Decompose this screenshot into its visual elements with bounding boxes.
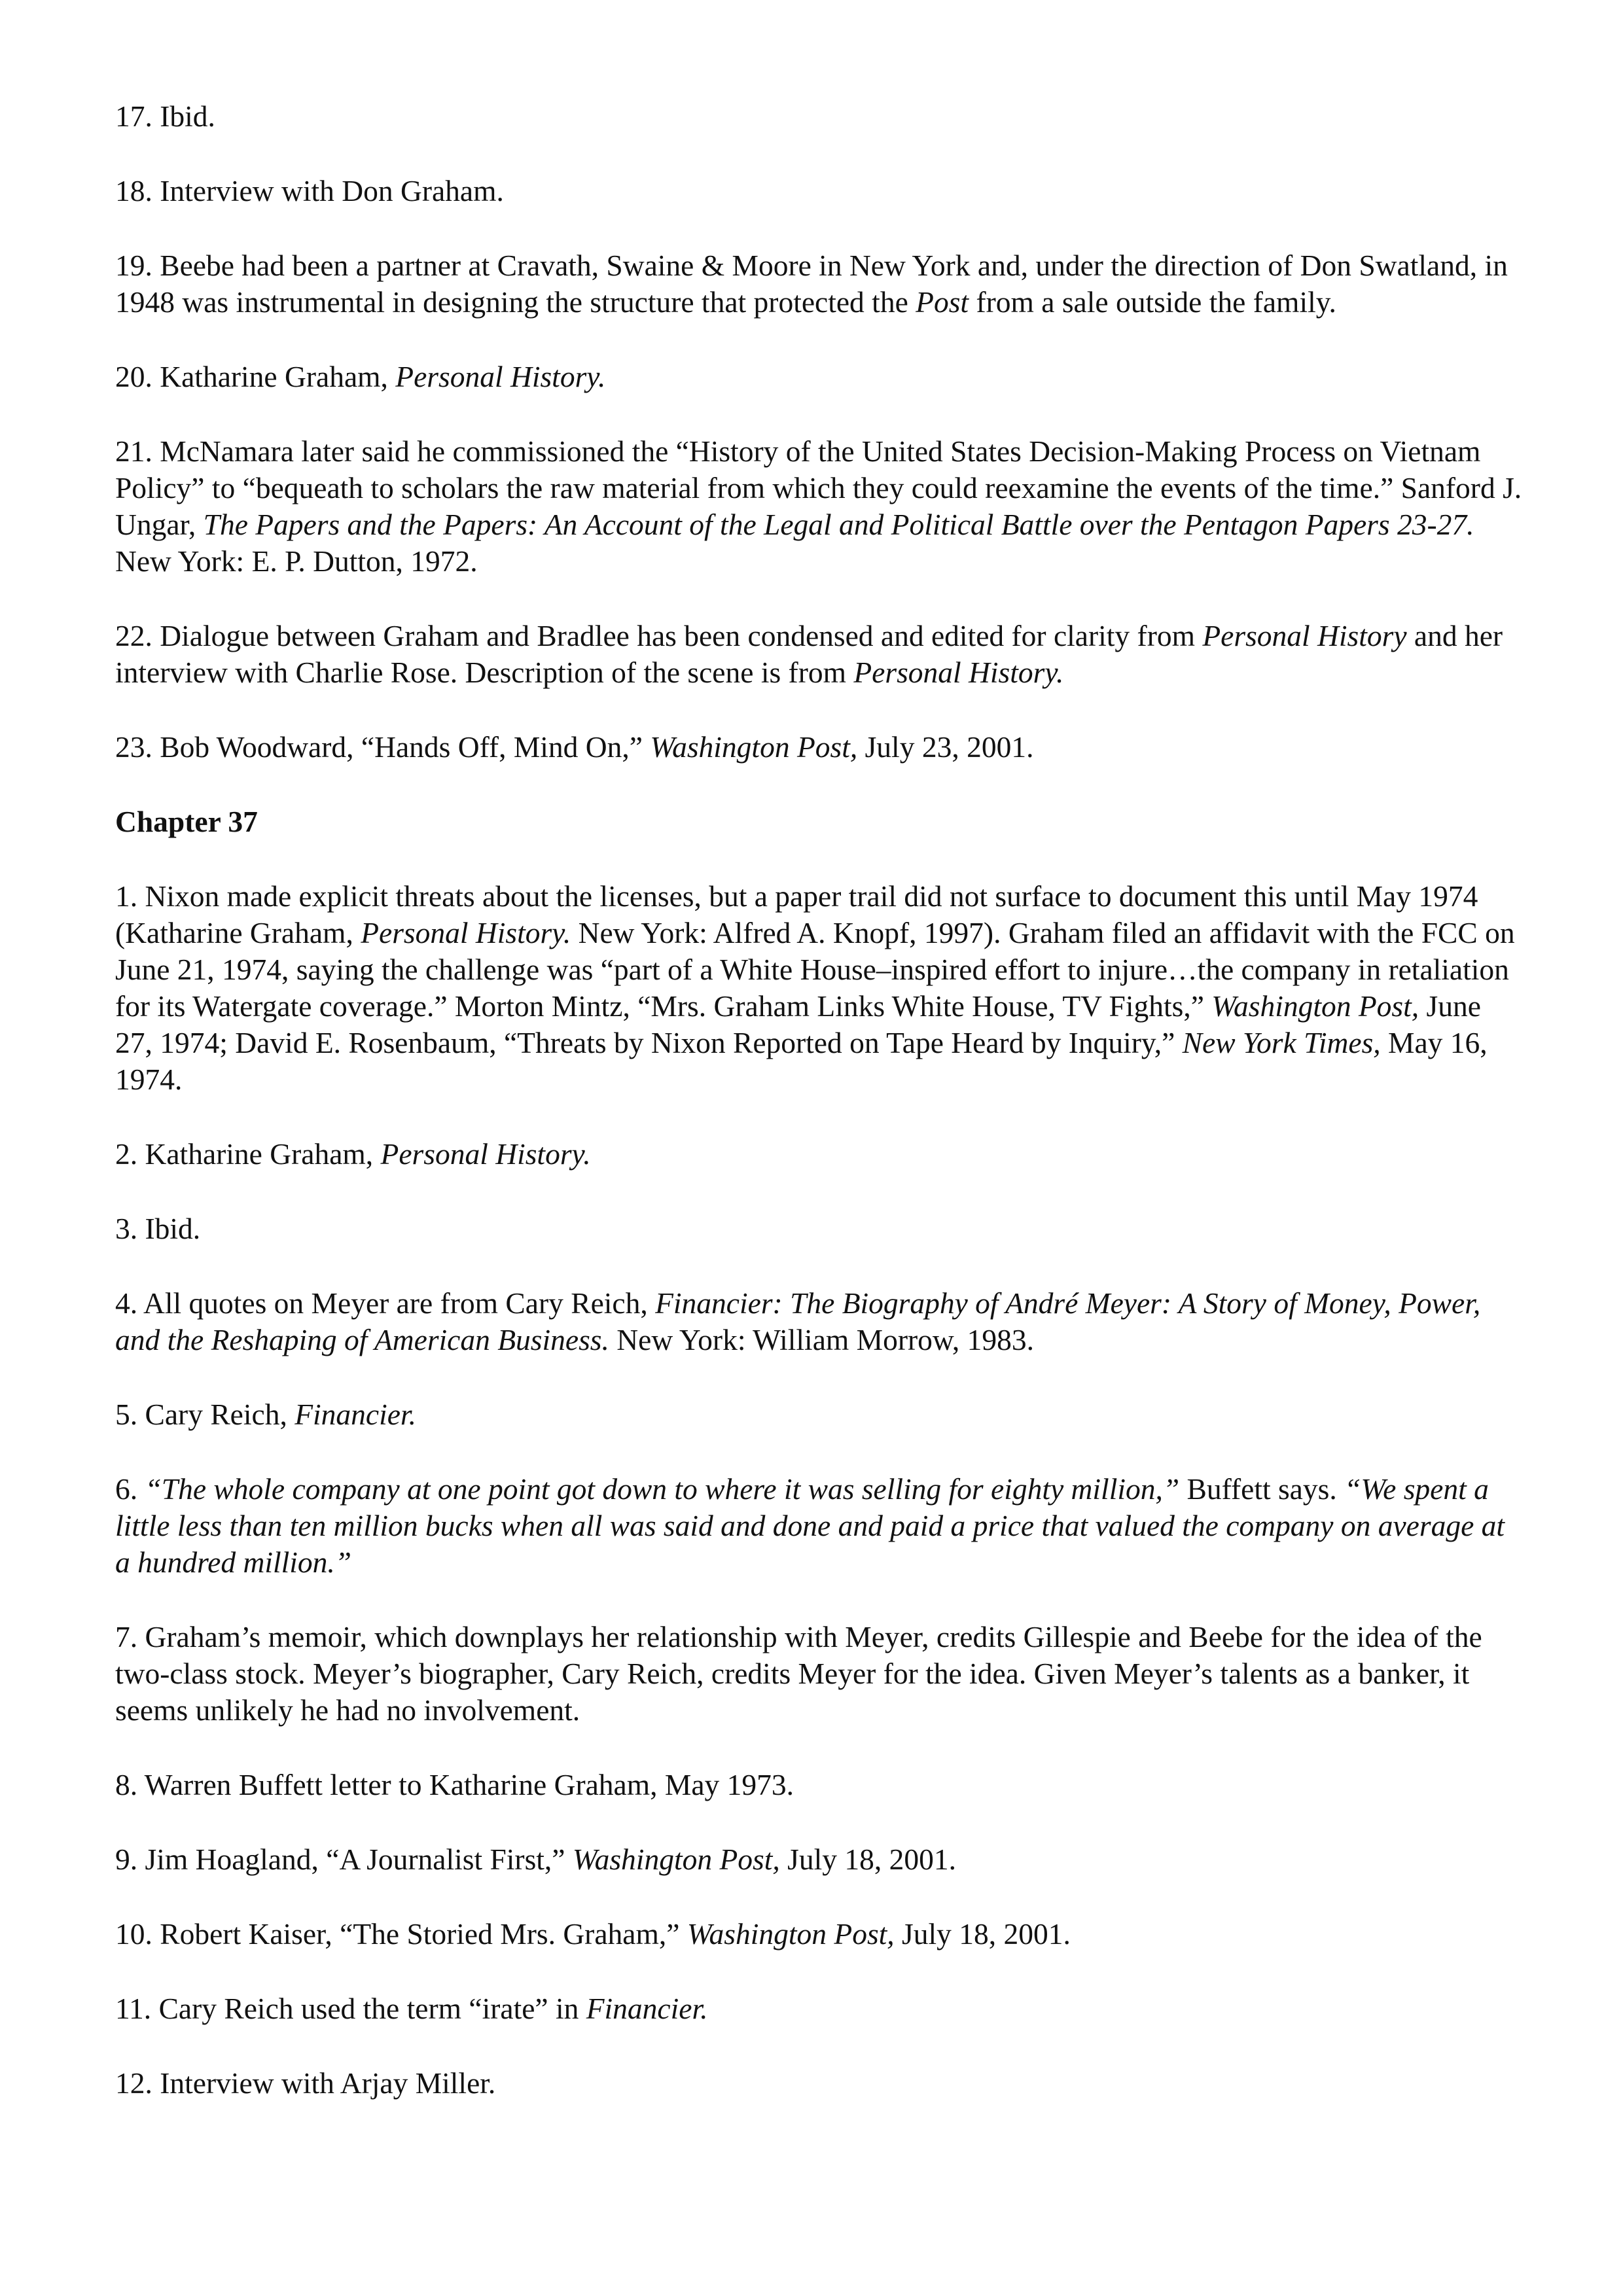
endnote-italic-text: Personal History.	[380, 1137, 591, 1171]
endnote-number: 5.	[115, 1398, 138, 1431]
endnote-text: Beebe had been a partner at Cravath, Swaine & Moore in New York and, under the direction of Don Swatland, in 1948 was instrumental in designing the structure that protected the	[115, 249, 1508, 319]
endnote	[115, 729, 1522, 766]
endnote	[115, 2065, 1522, 2102]
endnote	[115, 1619, 1522, 1729]
endnote-text: Interview with Don Graham.	[152, 174, 504, 207]
endnote	[115, 1471, 1522, 1581]
endnote-text: Warren Buffett letter to Katharine Graham, May 1973.	[137, 1768, 794, 1801]
endnote	[115, 247, 1522, 321]
endnote-text: Ibid.	[152, 99, 215, 133]
endnote-number: 11.	[115, 1992, 152, 2025]
endnote	[115, 1285, 1522, 1358]
endnote	[115, 433, 1522, 580]
endnote-text: Katharine Graham,	[152, 360, 396, 393]
endnote	[115, 1396, 1522, 1433]
endnote-italic-text: Washington Post,	[1211, 989, 1419, 1023]
endnote-text: Ibid.	[137, 1212, 201, 1245]
endnote-italic-text: The Papers and the Papers: An Account of the Legal and Political Battle over the Pentagon Papers 23-27.	[203, 508, 1474, 541]
endnote-text: Interview with Arjay Miller.	[152, 2066, 496, 2100]
endnote-number: 23.	[115, 730, 152, 764]
document-page	[115, 98, 1522, 2140]
endnote-number: 17.	[115, 99, 152, 133]
endnote-text: Cary Reich used the term “irate” in	[151, 1992, 586, 2025]
endnote-italic-text: “We spent a little less than ten million bucks when all was said and done and paid a price that valued the company on average at a hundred million.”	[115, 1472, 1505, 1579]
endnote-italic-text: Financier: The Biography of André Meyer: A Story of Money, Power, and the Reshaping of American Business.	[115, 1286, 1481, 1356]
endnote-number: 3.	[115, 1212, 138, 1245]
endnote	[115, 1136, 1522, 1173]
endnote	[115, 1990, 1522, 2027]
endnote	[115, 618, 1522, 691]
endnote-italic-text: Personal History.	[361, 916, 571, 949]
endnote-text: May 16, 1974.	[115, 1026, 1488, 1096]
endnote-number: 6.	[115, 1472, 138, 1506]
endnote-text: June 27, 1974; David E. Rosenbaum, “Threats by Nixon Reported on Tape Heard by Inquiry,”	[115, 989, 1481, 1059]
endnote-number: 18.	[115, 174, 152, 207]
endnote-number: 1.	[115, 879, 138, 913]
endnote-text: Robert Kaiser, “The Storied Mrs. Graham,”	[152, 1917, 687, 1951]
endnote-italic-text: “The whole company at one point got down to where it was selling for eighty million,”	[145, 1472, 1180, 1506]
endnote-text: New York: William Morrow, 1983.	[609, 1323, 1034, 1356]
notes-list-after	[115, 878, 1522, 2102]
endnote-italic-text: Washington Post,	[687, 1917, 895, 1951]
endnote-italic-text: Financier.	[294, 1398, 416, 1431]
endnote-text: Cary Reich,	[137, 1398, 295, 1431]
endnote-number: 7.	[115, 1620, 138, 1653]
endnote-text: July 23, 2001.	[857, 730, 1034, 764]
endnote-number: 10.	[115, 1917, 152, 1951]
endnote-number: 8.	[115, 1768, 138, 1801]
endnote-number: 9.	[115, 1843, 138, 1876]
endnote-text	[137, 1472, 145, 1506]
endnote-text: McNamara later said he commissioned the “History of the United States Decision-Making Process on Vietnam Policy” to “bequeath to scholars the raw material from which they could reexamine the events of the time.” Sanford J. Ungar,	[115, 434, 1522, 541]
endnote	[115, 173, 1522, 209]
endnote-italic-text: New York Times,	[1182, 1026, 1381, 1059]
endnote	[115, 1767, 1522, 1803]
endnote	[115, 1210, 1522, 1247]
notes-list-before	[115, 98, 1522, 766]
endnote	[115, 1841, 1522, 1878]
endnote-italic-text: Personal History	[1202, 619, 1407, 652]
endnote	[115, 359, 1522, 395]
endnote-text: from a sale outside the family.	[969, 285, 1336, 319]
endnote-number: 21.	[115, 434, 152, 468]
endnote-text: New York: Alfred A. Knopf, 1997). Graham filed an affidavit with the FCC on June 21, 1974, saying the challenge was “part of a White House–inspired effort to injure…the company in retaliation for its Watergate coverage.” Morton Mintz, “Mrs. Graham Links White House, TV Fights,”	[115, 916, 1515, 1023]
endnote-italic-text: Financier.	[586, 1992, 708, 2025]
endnote-text: July 18, 2001.	[779, 1843, 956, 1876]
endnote-italic-text: Washington Post,	[572, 1843, 780, 1876]
endnote-italic-text: Personal History.	[395, 360, 606, 393]
endnote-number: 12.	[115, 2066, 152, 2100]
endnote-text: Bob Woodward, “Hands Off, Mind On,”	[152, 730, 651, 764]
endnote	[115, 98, 1522, 135]
endnote-italic-text: Washington Post,	[650, 730, 858, 764]
endnote-text: Graham’s memoir, which downplays her relationship with Meyer, credits Gillespie and Beebe for the idea of the two-class stock. Meyer’s biographer, Cary Reich, credits Meyer for the idea. Given Meyer’s talents as a banker, it seems unlikely he had no involvement.	[115, 1620, 1482, 1727]
endnote-number: 19.	[115, 249, 152, 282]
endnote-text: Jim Hoagland, “A Journalist First,”	[137, 1843, 573, 1876]
endnote-text: Katharine Graham,	[137, 1137, 381, 1171]
endnote-text: Nixon made explicit threats about the licenses, but a paper trail did not surface to document this until May 1974 (Katharine Graham,	[115, 879, 1478, 949]
chapter-heading: Chapter 37	[115, 805, 258, 838]
endnote-text: All quotes on Meyer are from Cary Reich,	[137, 1286, 656, 1320]
endnote-italic-text: Post	[916, 285, 969, 319]
endnote-number: 2.	[115, 1137, 138, 1171]
endnote-text: New York: E. P. Dutton, 1972.	[115, 544, 478, 578]
endnote-italic-text: Personal History.	[853, 656, 1064, 689]
endnote-number: 22.	[115, 619, 152, 652]
endnote	[115, 878, 1522, 1098]
endnote-text: and her interview with Charlie Rose. Description of the scene is from	[115, 619, 1503, 689]
endnote-text: Dialogue between Graham and Bradlee has been condensed and edited for clarity from	[152, 619, 1203, 652]
endnote	[115, 1916, 1522, 1952]
endnote-number: 20.	[115, 360, 152, 393]
endnote-number: 4.	[115, 1286, 138, 1320]
endnote-text: July 18, 2001.	[894, 1917, 1071, 1951]
endnote-text: Buffett says.	[1179, 1472, 1345, 1506]
